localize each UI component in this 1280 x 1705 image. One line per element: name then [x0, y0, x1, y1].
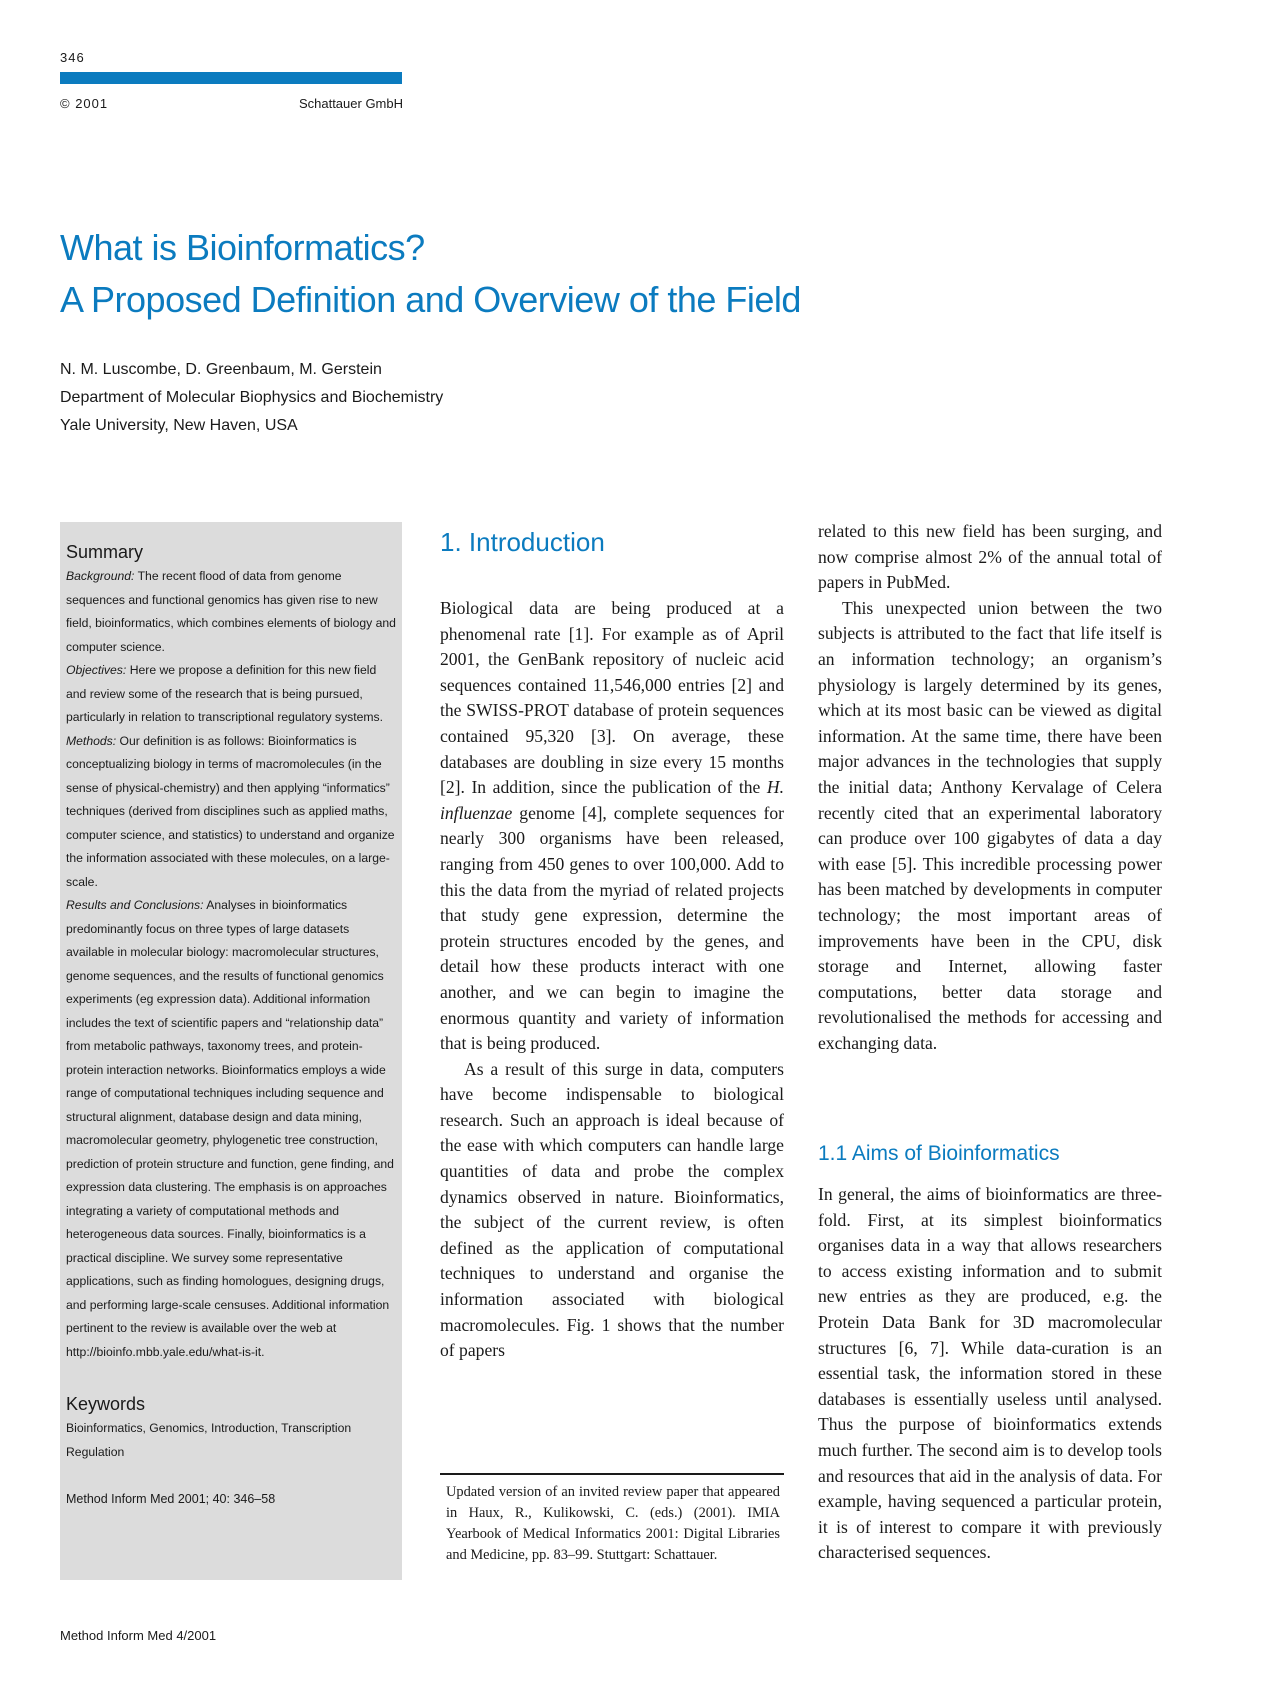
citation: Method Inform Med 2001; 40: 346–58 [66, 1492, 276, 1506]
methods-text: Our definition is as follows: Bioinformatics is conceptualizing biology in terms of macromolecules (in the sense of physical-chemistry) and then applying “informatics” techniques (derived from disciplines such as applied maths, computer science, and statistics) to understand and organize the information associated with these molecules, on a large-scale. [66, 733, 395, 889]
objectives-label: Objectives: [66, 663, 127, 677]
introduction-column [440, 596, 784, 1364]
aims-paragraph-1: In general, the aims of bioinformatics are three-fold. First, at its simplest bioinformatics organises data in a way that allows researchers to access existing information and to submit new entries as they are produced, e.g. the Protein Data Bank for 3D macromolecular structures [6, 7]. While data-curation is an essential task, the information stored in these databases is essentially useless until analysed. Thus the purpose of bioinformatics extends much further. The second aim is to develop tools and resources that aid in the analysis of data. For example, having sequenced a particular protein, it is of interest to compare it with previously characterised sequences. [818, 1184, 1162, 1563]
results-text: Analyses in bioinformatics predominantly focus on three types of large datasets available in molecular biology: macromolecular structures, genome sequences, and the results of functional genomics experiments (eg expression data). Additional information includes the text of scientific papers and “relationship data” from metabolic pathways, taxonomy trees, and protein-protein interaction networks. Bioinformatics employs a wide range of computational techniques including sequence and structural alignment, database design and data mining, macromolecular geometry, phylogenetic tree construction, prediction of protein structure and function, gene finding, and expression data clustering. The emphasis is on approaches integrating a variety of computational methods and heterogeneous data sources. Finally, bioinformatics is a practical discipline. We survey some representative applications, such as finding homologues, designing drugs, and performing large-scale censuses. Additional information pertinent to the review is available over the web at http://bioinfo.mbb.yale.edu/what-is-it. [66, 898, 394, 1359]
intro-paragraph-2-cont: related to this new field has been surging, and now comprise almost 2% of the annual total of papers in PubMed. [818, 521, 1162, 593]
aims-column [818, 1182, 1162, 1566]
background-text: The recent flood of data from genome sequences and functional genomics has given rise to new field, bioinformatics, which combines elements of biology and computer science. [66, 569, 396, 654]
department: Department of Molecular Biophysics and Biochemistry [60, 389, 444, 406]
author-block [60, 356, 443, 440]
footnote-rule [440, 1473, 784, 1475]
title-line-1: What is Bioinformatics? [60, 227, 425, 268]
intro-paragraph-2: As a result of this surge in data, computers have become indispensable to biological research. Such an approach is ideal because of the ease with which computers can handle large quantities of data and probe the complex dynamics observed in nature. Bioinformatics, the subject of the current review, is often defined as the application of computational techniques to understand and organise the information associated with biological macromolecules. Fig. 1 shows that the number of papers [440, 1058, 784, 1361]
aims-heading: 1.1 Aims of Bioinformatics [818, 1142, 1060, 1165]
header-bar [60, 72, 402, 84]
background-label: Background: [66, 569, 135, 583]
results-label: Results and Conclusions: [66, 898, 204, 912]
introduction-heading: 1. Introduction [440, 527, 605, 557]
intro-p1-species: H. influenzae [440, 777, 784, 823]
footnote: Updated version of an invited review paper that appeared in Haux, R., Kulikowski, C. (eds.) (2001). IMIA Yearbook of Medical Informatics 2001: Digital Libraries and Medicine, pp. 83–99. Stuttgart: Schattauer. [446, 1484, 780, 1563]
summary-background [66, 565, 396, 659]
authors: N. M. Luscombe, D. Greenbaum, M. Gerstein [60, 361, 382, 378]
summary-objectives [66, 659, 396, 730]
summary-box [60, 522, 402, 1580]
summary-heading: Summary [66, 542, 144, 562]
intro-p1-a: Biological data are being produced at a phenomenal rate [1]. For example as of April 2001, the GenBank repository of nucleic acid sequences contained 11,546,000 entries [2] and the SWISS-PROT database of protein sequences contained 95,320 [3]. On average, these databases are doubling in size every 15 months [2]. In addition, since the publication of the [440, 598, 784, 798]
footer-journal: Method Inform Med 4/2001 [60, 1628, 217, 1643]
summary-results [66, 894, 396, 1364]
intro-p1-b: genome [4], complete sequences for nearly 300 organisms have been released, ranging from 450 genes to over 100,000. Add to this the data from the myriad of related projects that study gene expression, determine the protein structures encoded by the genes, and detail how these products interact with one another, and we can begin to imagine the enormous quantity and variety of information that is being produced. [440, 802, 784, 1054]
page-number: 346 [60, 50, 85, 65]
summary-methods [66, 730, 396, 895]
methods-label: Methods: [66, 733, 117, 748]
summary-text [66, 565, 396, 1364]
right-column [818, 519, 1162, 1056]
institution: Yale University, New Haven, USA [60, 417, 298, 434]
keywords-text: Bioinformatics, Genomics, Introduction, Transcription Regulation [66, 1421, 352, 1459]
title-line-2: A Proposed Definition and Overview of the Field [60, 279, 801, 320]
keywords-heading: Keywords [66, 1394, 146, 1414]
intro-paragraph-1 [440, 596, 784, 1057]
intro-paragraph-3: This unexpected union between the two subjects is attributed to the fact that life itself is an information technology; an organism’s physiology is largely determined by its genes, which at its most basic can be viewed as digital information. At the same time, there have been major advances in the technologies that supply the initial data; Anthony Kervalage of Celera recently cited that an experimental laboratory can produce over 100 gigabytes of data a day with ease [5]. This incredible processing power has been matched by developments in computer technology; the most important areas of improvements have been in the CPU, disk storage and Internet, allowing faster computations, better data storage and revolutionalised the methods for accessing and exchanging data. [818, 597, 1162, 1053]
objectives-text: Here we propose a definition for this new field and review some of the research that is being pursued, particularly in relation to transcriptional regulatory systems. [66, 663, 384, 724]
publisher: Schattauer GmbH [298, 96, 403, 111]
copyright: © 2001 [60, 96, 109, 111]
article-title [60, 222, 801, 326]
